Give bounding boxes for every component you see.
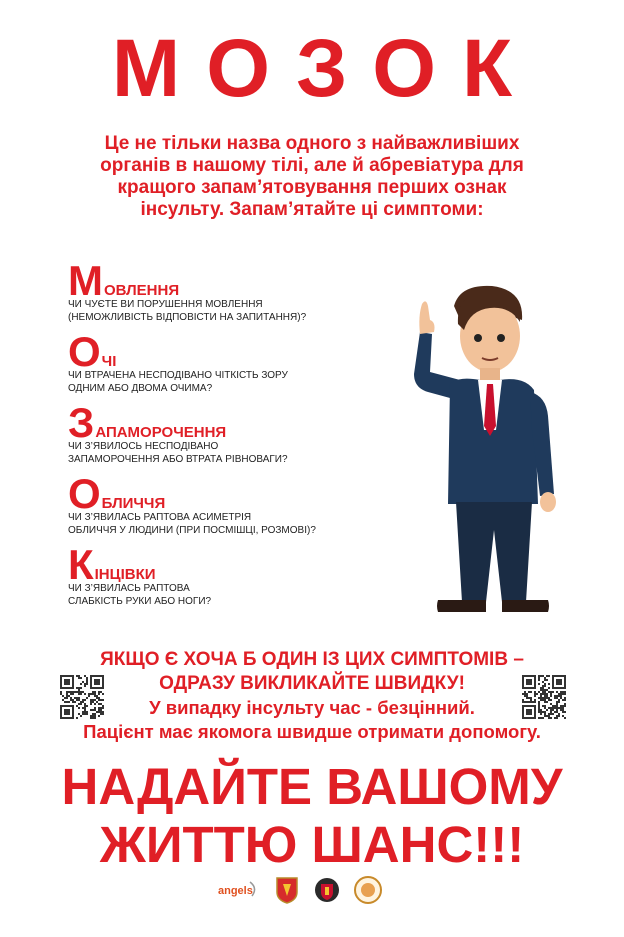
intro-line: органів в нашому тілі, але й абревіатура для xyxy=(100,155,524,176)
symptom-word: ІНЦІВКИ xyxy=(94,566,156,583)
symptom-word: ОВЛЕННЯ xyxy=(104,282,180,299)
intro-line: інсульту. Запам’ятайте ці симптоми: xyxy=(140,199,484,220)
angels-logo-text: angels xyxy=(218,885,253,897)
symptom-desc-line: ЧИ З’ЯВИЛАСЬ РАПТОВА xyxy=(68,583,190,594)
symptom-description xyxy=(68,441,398,466)
sponsor-logos xyxy=(218,876,388,906)
symptom-letter: М xyxy=(68,257,103,304)
symptom-desc-line: ЧИ ВТРАЧЕНА НЕСПОДІВАНО ЧІТКІСТЬ ЗОРУ xyxy=(68,370,288,381)
intro-line: кращого запам’ятовування перших ознак xyxy=(117,177,507,198)
intro-text xyxy=(40,133,584,221)
symptom-description xyxy=(68,299,398,324)
symptom-list xyxy=(68,257,398,619)
symptom-item xyxy=(68,257,398,324)
symptom-letter: О xyxy=(68,470,101,517)
trousers xyxy=(456,502,532,602)
angels-logo xyxy=(218,880,258,902)
symptom-description xyxy=(68,583,398,608)
warning-line: У випадку інсульту час - безцінний. xyxy=(149,697,475,718)
symptom-desc-line: ЧИ З’ЯВИЛАСЬ РАПТОВА АСИМЕТРІЯ xyxy=(68,512,252,523)
symptom-word: ЧІ xyxy=(101,353,117,370)
coat-of-arms-icon xyxy=(274,876,300,904)
symptom-letter: О xyxy=(68,328,101,375)
symptom-item xyxy=(68,470,398,537)
symptom-desc-line: ОБЛИЧЧЯ У ЛЮДИНИ (ПРИ ПОСМІШЦІ, РОЗМОВІ)? xyxy=(68,524,316,536)
city-emblem-icon xyxy=(314,876,340,904)
neck xyxy=(480,368,500,382)
symptom-desc-line: (НЕМОЖЛИВІСТЬ ВІДПОВІСТИ НА ЗАПИТАННЯ)? xyxy=(68,311,307,323)
qr-code-right[interactable] xyxy=(522,675,566,719)
symptom-desc-line: ЧИ ЧУЄТЕ ВИ ПОРУШЕННЯ МОВЛЕННЯ xyxy=(68,299,263,310)
symptom-desc-line: ОДНИМ АБО ДВОМА ОЧИМА? xyxy=(68,382,213,394)
symptom-description xyxy=(68,512,398,537)
qr-code-left[interactable] xyxy=(60,675,104,719)
call-to-action xyxy=(0,758,624,874)
cta-line: ЖИТТЮ ШАНС!!! xyxy=(99,816,525,873)
warning-line: Пацієнт має якомога швидше отримати допомогу. xyxy=(83,721,541,742)
right-shoe xyxy=(502,600,549,612)
warning-line: ЯКЩО Є ХОЧА Б ОДИН ІЗ ЦИХ СИМПТОМІВ – xyxy=(100,649,524,670)
right-eye xyxy=(497,334,505,342)
symptom-item xyxy=(68,328,398,395)
warning-line: ОДРАЗУ ВИКЛИКАЙТЕ ШВИДКУ! xyxy=(159,673,465,694)
symptom-word: АПАМОРОЧЕННЯ xyxy=(95,424,227,441)
symptom-item xyxy=(68,541,398,608)
businessman-illustration xyxy=(398,280,558,620)
symptom-item xyxy=(68,399,398,466)
symptom-desc-line: ЧИ З’ЯВИЛОСЬ НЕСПОДІВАНО xyxy=(68,441,219,452)
symptom-description xyxy=(68,370,398,395)
symptom-word: БЛИЧЧЯ xyxy=(101,495,166,512)
intro-line: Це не тільки назва одного з найважливіших xyxy=(104,133,520,154)
symptom-desc-line: ЗАПАМОРОЧЕННЯ АБО ВТРАТА РІВНОВАГИ? xyxy=(68,453,288,465)
lowered-hand xyxy=(540,492,556,512)
symptom-letter: К xyxy=(68,541,94,588)
poster-title: МОЗОК xyxy=(111,23,539,114)
round-seal-icon xyxy=(354,876,382,904)
cta-line: НАДАЙТЕ ВАШОМУ xyxy=(61,758,563,815)
symptom-desc-line: СЛАБКІСТЬ РУКИ АБО НОГИ? xyxy=(68,595,212,607)
symptom-letter: З xyxy=(68,399,95,446)
left-shoe xyxy=(437,600,486,612)
raised-hand xyxy=(419,301,434,334)
left-eye xyxy=(474,334,482,342)
